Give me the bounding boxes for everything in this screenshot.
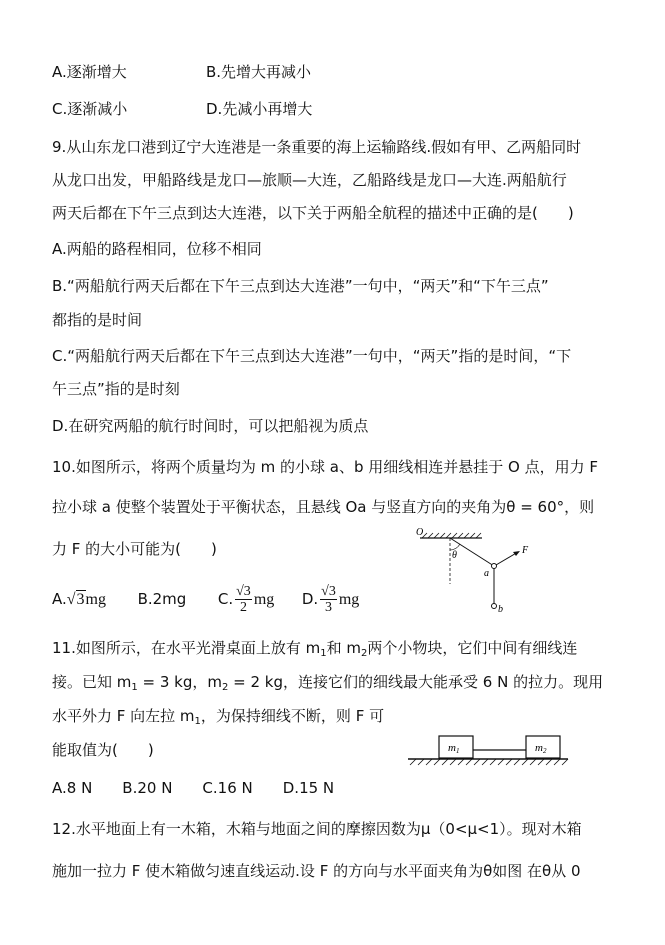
q10-option-d-label: D. xyxy=(301,590,319,608)
q12-stem-line1: 12.水平地面上有一木箱，木箱与地面之间的摩擦因数为μ（0<μ<1）。现对木箱 xyxy=(52,820,582,838)
label-b: b xyxy=(498,604,503,615)
arrowhead-icon xyxy=(513,551,520,556)
q9-option-c-line1: C.“两船航行两天后都在下午三点到达大连港”一句中，“两天”指的是时间，“下 xyxy=(52,347,572,365)
q9-stem-line1: 9.从山东龙口港到辽宁大连港是一条重要的海上运输路线.假如有甲、乙两船同时 xyxy=(52,138,582,156)
label-m2: m2 xyxy=(535,742,547,755)
q10-option-c-unit: mg xyxy=(253,591,275,608)
q10-option-c xyxy=(217,584,279,615)
q11-stem-line3 xyxy=(52,706,384,732)
label-O: O xyxy=(416,527,424,538)
label-theta: θ xyxy=(452,550,457,561)
q10-option-a-sqrt: √3 xyxy=(66,591,85,608)
q10-stem-line3: 力 F 的大小可能为( ) xyxy=(52,540,217,558)
q10-option-d-unit: mg xyxy=(338,591,360,608)
q11-figure xyxy=(404,730,572,772)
tabletop-hatch xyxy=(410,759,568,765)
q11-line1-sub1: 1 xyxy=(320,648,327,659)
ball-a xyxy=(492,564,497,569)
q10-stem-line2: 拉小球 a 使整个装置处于平衡状态，且悬线 Oa 与竖直方向的夹角为θ = 60°，则 xyxy=(52,498,595,516)
q10-options xyxy=(52,582,359,617)
q11-line3-text-a: 水平外力 F 向左拉 m xyxy=(52,707,195,725)
q10-option-d-numerator: √3 xyxy=(321,584,336,599)
q10-option-c-numerator: √3 xyxy=(236,584,251,599)
q11-line1-sub2: 2 xyxy=(361,648,368,659)
ceiling-hatch xyxy=(422,533,481,538)
q10-option-a-label: A. xyxy=(52,590,67,608)
q9-option-a: A.两船的路程相同，位移不相同 xyxy=(52,240,262,258)
q10-stem-line1: 10.如图所示，将两个质量均为 m 的小球 a、b 用细线相连并悬挂于 O 点，用力 F xyxy=(52,458,598,476)
q9-option-b-line2: 都指的是时间 xyxy=(52,311,143,329)
label-m1: m1 xyxy=(448,742,460,755)
q11-stem-line2 xyxy=(52,672,603,698)
option-d: D.先减小再增大 xyxy=(206,100,313,118)
option-b: B.先增大再减小 xyxy=(206,63,312,81)
q11-stem-line4: 能取值为( ) xyxy=(52,741,154,759)
q11-options: A.8 N B.20 N C.16 N D.15 N xyxy=(52,779,335,797)
q9-option-c-line2: 午三点”指的是时刻 xyxy=(52,380,180,398)
q9-option-b-line1: B.“两船航行两天后都在下午三点到达大连港”一句中，“两天”和“下午三点” xyxy=(52,277,549,295)
q12-stem-line2: 施加一拉力 F 使木箱做匀速直线运动.设 F 的方向与水平面夹角为θ如图 在θ从 0 xyxy=(52,862,581,880)
q11-line2-text-a: 接。已知 m xyxy=(52,673,132,691)
option-c: C.逐渐减小 xyxy=(52,100,128,118)
q10-option-a-unit: mg xyxy=(85,591,106,608)
label-a: a xyxy=(484,568,489,579)
q9-stem-line2: 从龙口出发，甲船路线是龙口—旅顺—大连，乙船路线是龙口—大连.两船航行 xyxy=(52,171,567,189)
q11-line1-text-b: 和 m xyxy=(326,639,362,657)
q10-option-b: B.2mg xyxy=(137,590,187,608)
q11-line1-text-c: 两个小物块，它们中间有细线连 xyxy=(367,639,578,657)
q10-option-a-radicand: 3 xyxy=(76,591,85,608)
q10-option-a xyxy=(52,590,111,608)
q11-line2-text-b: = 3 kg，m xyxy=(137,673,223,691)
q10-option-c-fraction xyxy=(235,584,252,615)
q11-line3-text-b: ，为保持细线不断，则 F 可 xyxy=(200,707,385,725)
q11-line3-sub: 1 xyxy=(194,716,201,727)
q10-figure xyxy=(412,526,562,618)
q10-option-c-denominator: 2 xyxy=(239,600,247,615)
q11-line2-text-c: = 2 kg，连接它们的细线最大能承受 6 N 的拉力。现用 xyxy=(228,673,604,691)
q10-option-d xyxy=(301,584,360,615)
q11-line2-sub1: 1 xyxy=(131,682,138,693)
label-F: F xyxy=(522,545,529,556)
q10-option-d-fraction xyxy=(320,584,337,615)
q10-option-d-denominator: 3 xyxy=(325,600,332,615)
q10-option-c-label: C. xyxy=(217,590,234,608)
q9-option-d: D.在研究两船的航行时间时，可以把船视为质点 xyxy=(52,417,369,435)
q9-stem-line3: 两天后都在下午三点到达大连港，以下关于两船全航程的描述中正确的是( ) xyxy=(52,204,574,222)
option-a: A.逐渐增大 xyxy=(52,63,127,81)
ball-b xyxy=(492,604,497,609)
q11-line1-text-a: 11.如图所示，在水平光滑桌面上放有 m xyxy=(52,639,321,657)
q11-line2-sub2: 2 xyxy=(222,682,229,693)
q11-stem-line1 xyxy=(52,638,577,664)
